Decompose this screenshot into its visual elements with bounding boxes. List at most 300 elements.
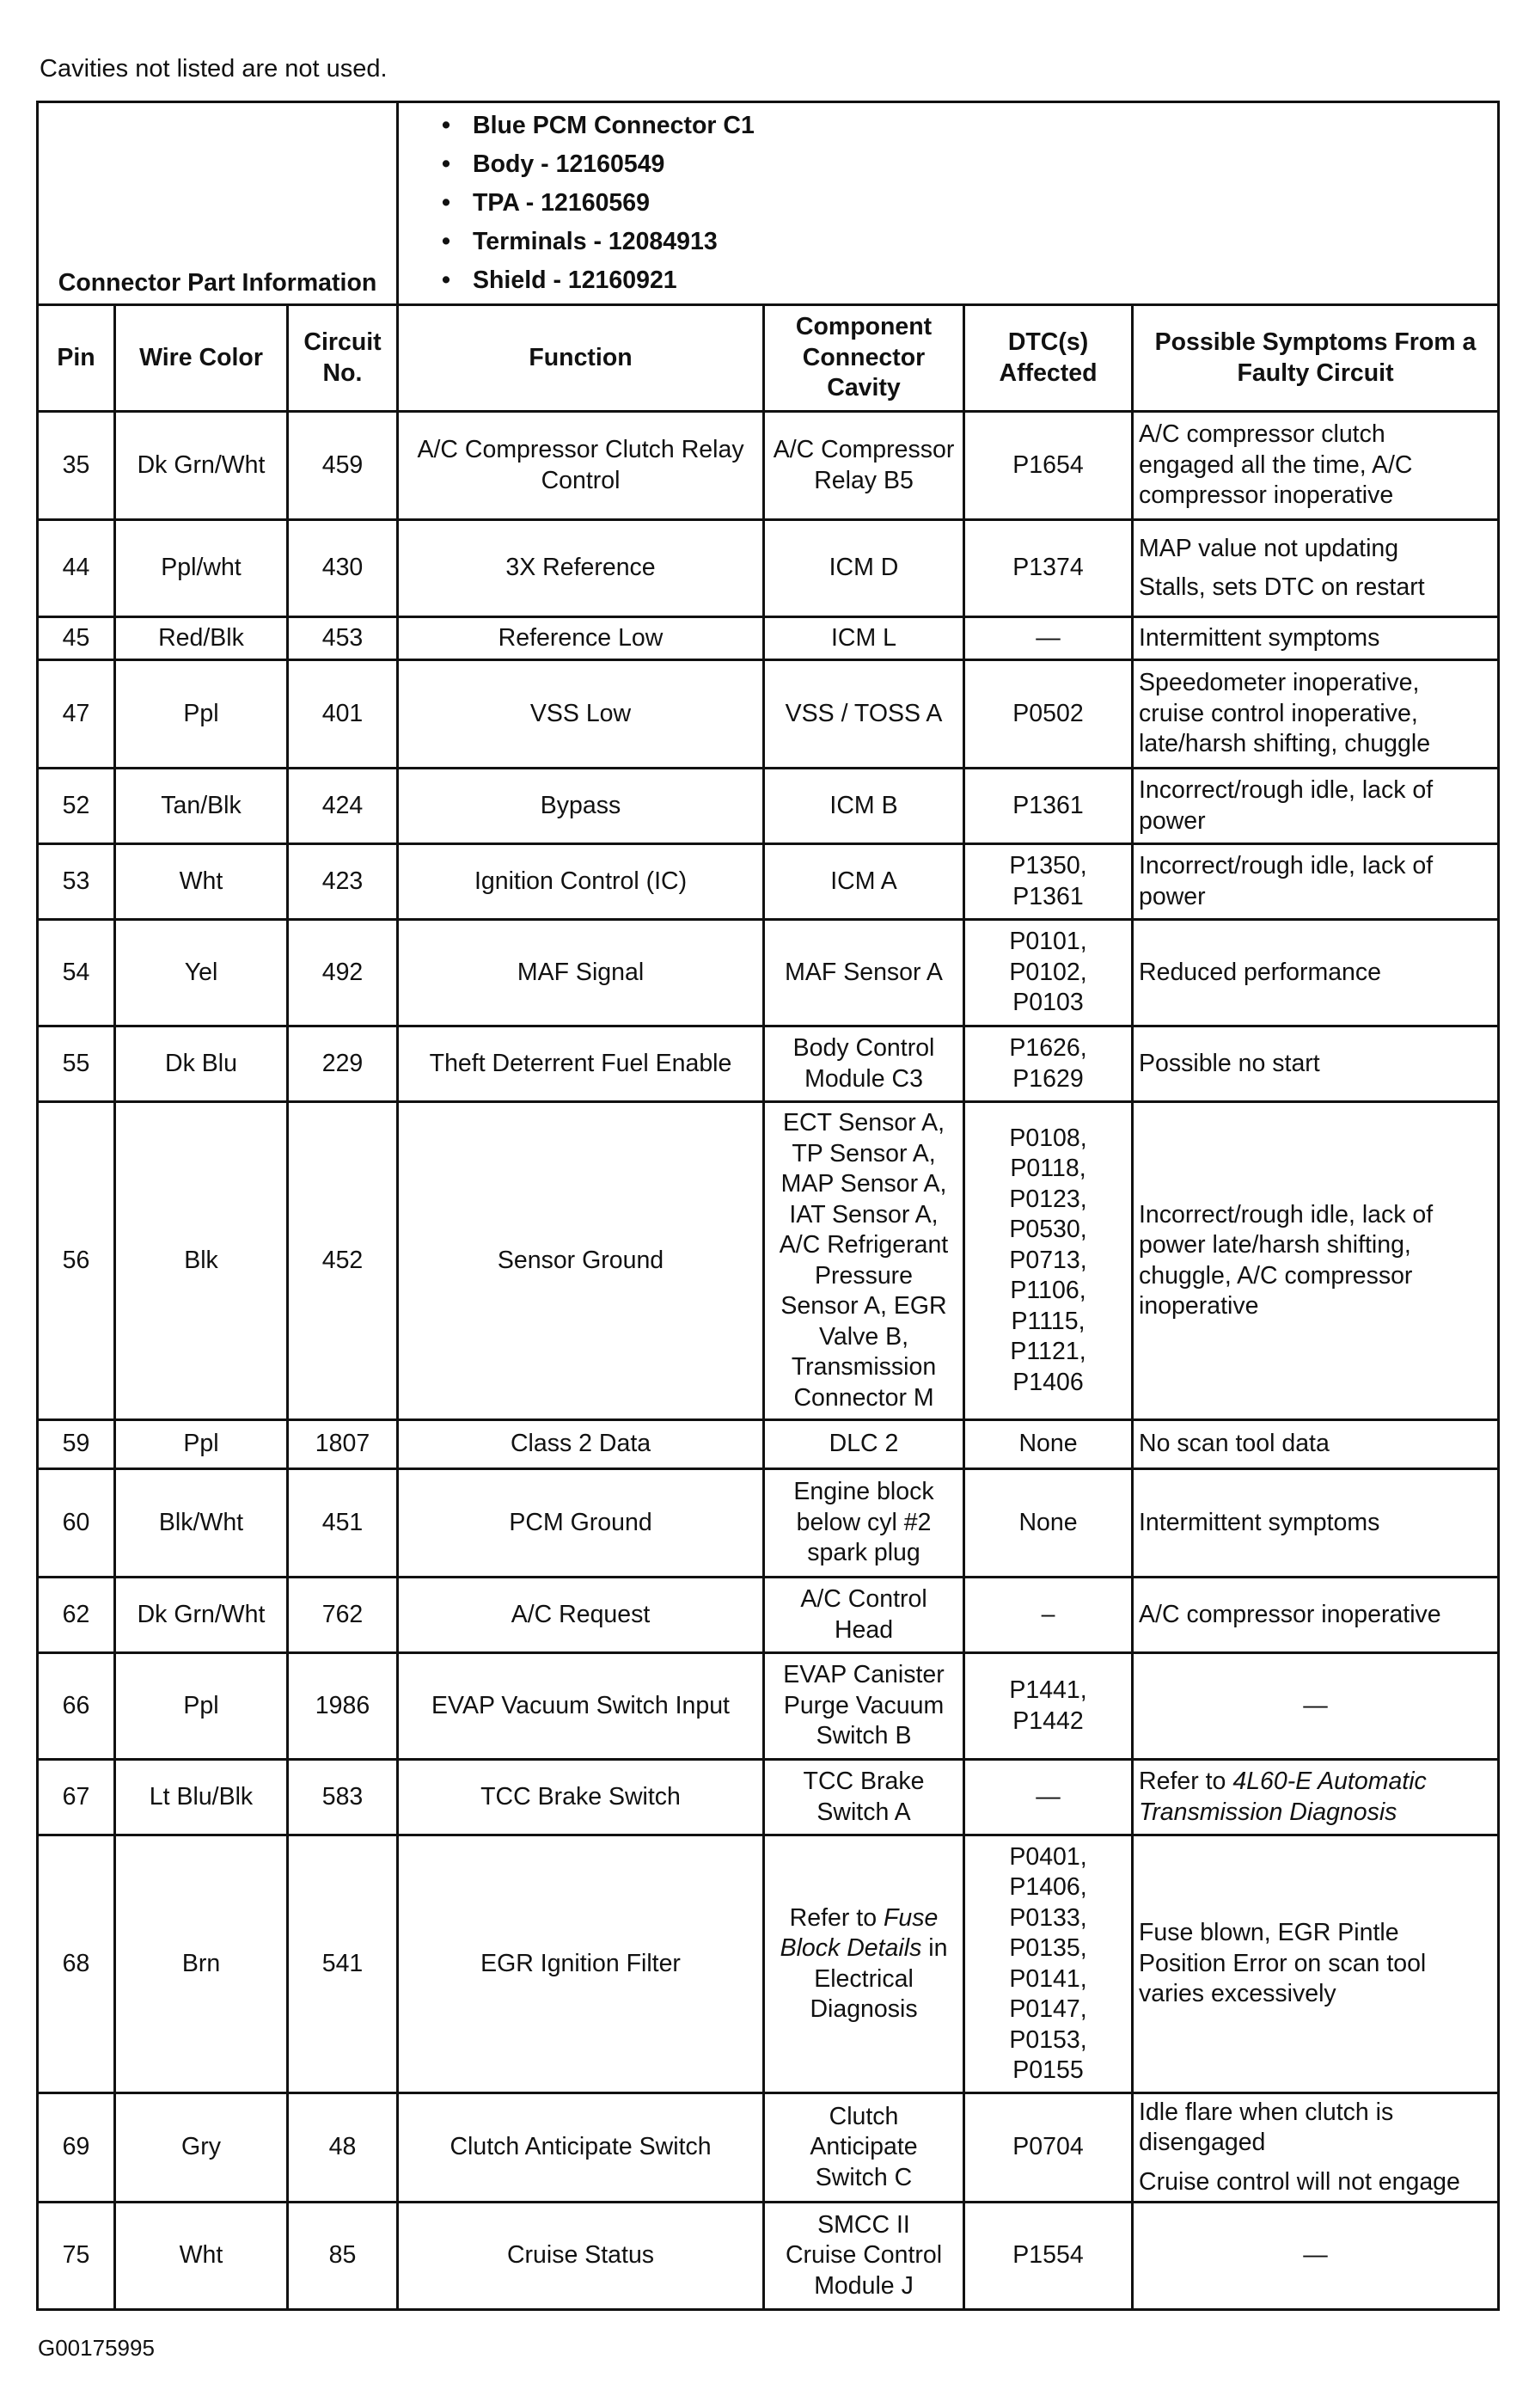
- header-possible-symptoms: [1133, 305, 1499, 412]
- cavity-line: SMCC II: [817, 2210, 910, 2239]
- connector-info-item: • Blue PCM Connector C1: [442, 107, 1497, 145]
- cavity-line: DLC 2: [829, 1430, 899, 1458]
- dtc-cell: [964, 1420, 1133, 1469]
- cavity-line: ICM B: [829, 791, 898, 819]
- header-component-cavity: [764, 305, 964, 412]
- dtc-code: —: [1036, 623, 1061, 652]
- circuit-no-cell: 451: [288, 1469, 398, 1578]
- function-line: VSS Low: [529, 699, 632, 727]
- dtc-code: P1441,: [1009, 1676, 1087, 1704]
- cavity-line: ICM A: [830, 867, 897, 895]
- function-line: Ignition Control (IC): [474, 867, 688, 895]
- table-row: [38, 769, 1499, 844]
- component-cavity-cell: [764, 617, 964, 660]
- table-row: [38, 1578, 1499, 1653]
- cavity-line: Sensor A, EGR: [780, 1292, 947, 1320]
- cavity-line: A/C Compressor: [773, 436, 955, 463]
- circuit-no-cell: 424: [288, 769, 398, 844]
- dtc-cell: [964, 1026, 1133, 1102]
- wire-color-cell: Lt Blu/Blk: [115, 1760, 288, 1835]
- cavity-ref-italic: Block Details: [780, 1934, 922, 1962]
- symptoms-cell: [1133, 520, 1499, 617]
- circuit-no-cell: 453: [288, 617, 398, 660]
- function-cell: [398, 660, 764, 769]
- component-cavity-cell: [764, 2093, 964, 2203]
- function-line: Sensor Ground: [497, 1246, 664, 1274]
- cavity-line: below cyl #2: [796, 1508, 932, 1536]
- cavity-line: Valve B,: [819, 1322, 909, 1351]
- cavity-line: Electrical: [814, 1964, 914, 1993]
- symptoms-cell: [1133, 1469, 1499, 1578]
- table-row: [38, 1469, 1499, 1578]
- header-symptoms-line: Possible Symptoms From a: [1154, 328, 1477, 356]
- connector-info-item: • TPA - 12160569: [442, 184, 1497, 223]
- component-cavity-cell: [764, 1653, 964, 1760]
- dtc-cell: [964, 844, 1133, 920]
- dtc-code: –: [1041, 1600, 1055, 1628]
- dtc-cell: [964, 1469, 1133, 1578]
- component-cavity-cell: [764, 412, 964, 520]
- dtc-code: P1406: [1012, 1368, 1084, 1396]
- symptoms-cell: [1133, 412, 1499, 520]
- header-pin: Pin: [38, 305, 115, 412]
- pin-cell: 68: [38, 1835, 115, 2093]
- header-wire-color: Wire Color: [115, 305, 288, 412]
- wire-color-cell: Dk Grn/Wht: [115, 412, 288, 520]
- symptom-line: power late/harsh shifting,: [1139, 1231, 1411, 1259]
- function-cell: [398, 1026, 764, 1102]
- symptom-line: Position Error on scan tool: [1139, 1949, 1427, 1977]
- header-circuit-line: Circuit: [303, 328, 382, 356]
- symptom-line: [1139, 1767, 1492, 1798]
- dtc-code: P1374: [1012, 554, 1084, 582]
- dtc-cell: [964, 1578, 1133, 1653]
- pin-cell: 59: [38, 1420, 115, 1469]
- function-line: MAF Signal: [517, 958, 645, 986]
- cavity-line: [770, 1933, 957, 1964]
- header-function: Function: [398, 305, 764, 412]
- symptoms-cell: [1133, 2203, 1499, 2310]
- symptom-line: Incorrect/rough idle, lack of: [1139, 1200, 1434, 1229]
- circuit-no-cell: 1807: [288, 1420, 398, 1469]
- cavity-line: Pressure: [814, 1261, 914, 1290]
- header-dtcs-affected: [964, 305, 1133, 412]
- cavity-ref-italic: Fuse: [883, 1903, 939, 1932]
- component-cavity-cell: [764, 920, 964, 1026]
- function-line: Class 2 Data: [510, 1430, 651, 1458]
- header-cavity-line: Component: [795, 313, 933, 341]
- symptom-gap: [1139, 564, 1492, 573]
- symptoms-cell: [1133, 2093, 1499, 2203]
- symptoms-cell: [1133, 617, 1499, 660]
- dtc-code: P1106,: [1010, 1277, 1086, 1305]
- dtc-code: P1626,: [1009, 1034, 1087, 1062]
- cavity-line: Diagnosis: [810, 1995, 918, 2023]
- cavity-line: A/C Refrigerant: [779, 1231, 949, 1259]
- pin-cell: 44: [38, 520, 115, 617]
- symptom-line: Intermittent symptoms: [1139, 1508, 1380, 1536]
- cavity-line: Module C3: [804, 1064, 923, 1093]
- wire-color-cell: Brn: [115, 1835, 288, 2093]
- connector-info-item: • Terminals - 12084913: [442, 223, 1497, 261]
- cavity-line: spark plug: [807, 1539, 920, 1567]
- table-row: [38, 520, 1499, 617]
- pin-cell: 35: [38, 412, 115, 520]
- connector-info-item: • Shield - 12160921: [442, 261, 1497, 300]
- symptom-line: engaged all the time, A/C: [1139, 450, 1413, 479]
- symptom-line: A/C compressor inoperative: [1139, 1600, 1441, 1628]
- cavity-line: MAP Sensor A,: [780, 1170, 947, 1198]
- table-row: [38, 2203, 1499, 2310]
- symptom-ref-italic: Transmission Diagnosis: [1139, 1798, 1397, 1826]
- pin-cell: 62: [38, 1578, 115, 1653]
- function-cell: [398, 2093, 764, 2203]
- table-row: [38, 2093, 1499, 2203]
- header-circuit-no: [288, 305, 398, 412]
- dtc-code: P1629: [1012, 1064, 1084, 1093]
- table-row: [38, 920, 1499, 1026]
- pin-cell: 45: [38, 617, 115, 660]
- circuit-no-cell: 229: [288, 1026, 398, 1102]
- cavity-line: A/C Control: [800, 1585, 927, 1613]
- cavity-line: EVAP Canister: [783, 1661, 945, 1689]
- component-cavity-cell: [764, 1026, 964, 1102]
- symptom-line: late/harsh shifting, chuggle: [1139, 730, 1431, 758]
- circuit-no-cell: 762: [288, 1578, 398, 1653]
- cavity-line: Switch A: [816, 1798, 911, 1826]
- symptoms-cell: [1133, 660, 1499, 769]
- symptom-line: Reduced performance: [1139, 958, 1382, 986]
- dtc-cell: [964, 769, 1133, 844]
- pin-cell: 69: [38, 2093, 115, 2203]
- symptom-line: —: [1303, 2241, 1328, 2270]
- cavity-line: Engine block: [793, 1478, 934, 1506]
- symptom-line: Incorrect/rough idle, lack of: [1139, 776, 1434, 804]
- dtc-code: P1442: [1012, 1706, 1084, 1735]
- table-row: [38, 1653, 1499, 1760]
- function-line: Theft Deterrent Fuel Enable: [429, 1049, 732, 1077]
- dtc-cell: [964, 412, 1133, 520]
- dtc-cell: [964, 2203, 1133, 2310]
- cavity-line: Head: [834, 1615, 894, 1644]
- symptom-line: power: [1139, 882, 1206, 910]
- symptom-line: Speedometer inoperative,: [1139, 669, 1420, 697]
- wire-color-cell: Dk Grn/Wht: [115, 1578, 288, 1653]
- column-header-row: [38, 305, 1499, 412]
- symptoms-cell: [1133, 1026, 1499, 1102]
- pin-cell: 47: [38, 660, 115, 769]
- component-cavity-cell: [764, 844, 964, 920]
- dtc-code: P0153,: [1009, 2025, 1087, 2054]
- wire-color-cell: Ppl: [115, 1653, 288, 1760]
- function-cell: [398, 1420, 764, 1469]
- table-row: [38, 1420, 1499, 1469]
- dtc-cell: [964, 1102, 1133, 1420]
- symptoms-cell: [1133, 920, 1499, 1026]
- dtc-code: P0123,: [1009, 1185, 1087, 1213]
- pcm-connector-table: [36, 101, 1500, 2311]
- wire-color-cell: Ppl: [115, 660, 288, 769]
- symptom-line: Stalls, sets DTC on restart: [1139, 573, 1425, 601]
- symptoms-cell: [1133, 1760, 1499, 1835]
- symptoms-cell: [1133, 1835, 1499, 2093]
- cavity-line: Transmission: [791, 1353, 937, 1381]
- table-row: [38, 1026, 1499, 1102]
- function-cell: [398, 1578, 764, 1653]
- dtc-code: P1554: [1012, 2241, 1084, 2270]
- component-cavity-cell: [764, 1102, 964, 1420]
- header-cavity-line: Connector: [802, 343, 926, 371]
- cavity-line: ICM D: [829, 554, 899, 582]
- dtc-cell: [964, 617, 1133, 660]
- wire-color-cell: Ppl/wht: [115, 520, 288, 617]
- dtc-code: P0133,: [1009, 1903, 1087, 1932]
- symptoms-cell: [1133, 1578, 1499, 1653]
- symptom-ref-italic: 4L60-E Automatic: [1232, 1768, 1427, 1795]
- circuit-no-cell: 48: [288, 2093, 398, 2203]
- function-line: A/C Compressor Clutch Relay: [417, 436, 744, 463]
- symptom-line: Idle flare when clutch is: [1139, 2098, 1394, 2126]
- function-cell: [398, 617, 764, 660]
- function-line: Cruise Status: [506, 2241, 655, 2270]
- circuit-no-cell: 1986: [288, 1653, 398, 1760]
- function-line: Control: [541, 466, 621, 494]
- dtc-cell: [964, 1835, 1133, 2093]
- dtc-code: None: [1018, 1508, 1078, 1536]
- table-row: [38, 1760, 1499, 1835]
- figure-id: G00175995: [38, 2335, 155, 2361]
- dtc-code: P0530,: [1009, 1216, 1087, 1244]
- symptoms-cell: [1133, 1653, 1499, 1760]
- cavity-line: TCC Brake: [803, 1768, 925, 1795]
- header-dtc-line: DTC(s): [1007, 328, 1089, 356]
- function-cell: [398, 1653, 764, 1760]
- function-line: Clutch Anticipate Switch: [449, 2133, 712, 2161]
- function-line: Reference Low: [498, 623, 664, 652]
- symptom-line: power: [1139, 806, 1206, 835]
- symptom-line: disengaged: [1139, 2129, 1266, 2157]
- pin-cell: 55: [38, 1026, 115, 1102]
- function-line: Bypass: [540, 791, 621, 819]
- symptom-line: cruise control inoperative,: [1139, 699, 1418, 727]
- dtc-code: P0101,: [1009, 928, 1087, 956]
- cavity-text: Refer to: [789, 1903, 884, 1932]
- symptom-line: Incorrect/rough idle, lack of: [1139, 852, 1434, 879]
- symptom-line: A/C compressor clutch: [1139, 420, 1385, 449]
- dtc-code: P0102,: [1009, 958, 1087, 986]
- pin-cell: 66: [38, 1653, 115, 1760]
- symptom-line: varies excessively: [1139, 1980, 1336, 2008]
- cavity-line: ECT Sensor A,: [783, 1109, 945, 1137]
- dtc-code: P1361: [1012, 882, 1084, 910]
- function-cell: [398, 1760, 764, 1835]
- cavity-line: VSS / TOSS A: [785, 699, 943, 727]
- connector-info-label: Connector Part Information: [38, 102, 398, 305]
- function-cell: [398, 844, 764, 920]
- dtc-code: P0713,: [1009, 1246, 1087, 1274]
- table-row: [38, 844, 1499, 920]
- function-cell: [398, 769, 764, 844]
- symptom-line: —: [1303, 1691, 1328, 1719]
- cavity-line: Relay B5: [814, 466, 914, 494]
- dtc-cell: [964, 2093, 1133, 2203]
- connector-info-item: • Body - 12160549: [442, 145, 1497, 184]
- wire-color-cell: Wht: [115, 844, 288, 920]
- dtc-cell: [964, 1653, 1133, 1760]
- cavity-line: Switch C: [815, 2163, 913, 2191]
- connector-info-row: [38, 102, 1499, 305]
- dtc-code: —: [1036, 1782, 1061, 1811]
- dtc-code: P1654: [1012, 450, 1084, 479]
- pin-cell: 53: [38, 844, 115, 920]
- function-line: PCM Ground: [509, 1508, 652, 1536]
- cavity-line: Switch B: [816, 1722, 912, 1750]
- wire-color-cell: Blk: [115, 1102, 288, 1420]
- circuit-no-cell: 430: [288, 520, 398, 617]
- cavity-line: TP Sensor A,: [792, 1139, 936, 1167]
- dtc-code: P0155: [1012, 2056, 1084, 2084]
- table-row: [38, 617, 1499, 660]
- symptoms-cell: [1133, 844, 1499, 920]
- symptom-line: inoperative: [1139, 1292, 1259, 1320]
- table-row: [38, 660, 1499, 769]
- dtc-code: P1361: [1012, 791, 1084, 819]
- symptom-line: Cruise control will not engage: [1139, 2167, 1460, 2196]
- dtc-code: P0108,: [1009, 1124, 1087, 1152]
- component-cavity-cell: [764, 1578, 964, 1653]
- wire-color-cell: Wht: [115, 2203, 288, 2310]
- dtc-cell: [964, 920, 1133, 1026]
- symptom-line: chuggle, A/C compressor: [1139, 1261, 1413, 1290]
- dtc-code: P0118,: [1010, 1155, 1086, 1183]
- circuit-no-cell: 452: [288, 1102, 398, 1420]
- function-cell: [398, 920, 764, 1026]
- circuit-no-cell: 459: [288, 412, 398, 520]
- symptom-gap: [1139, 2159, 1492, 2167]
- cavity-line: Purge Vacuum: [783, 1691, 945, 1719]
- function-cell: [398, 1102, 764, 1420]
- pin-cell: 75: [38, 2203, 115, 2310]
- dtc-code: P0141,: [1009, 1964, 1087, 1993]
- function-line: 3X Reference: [505, 554, 656, 582]
- dtc-code: P0704: [1012, 2133, 1084, 2161]
- connector-info-list: [442, 107, 1497, 300]
- wire-color-cell: Red/Blk: [115, 617, 288, 660]
- circuit-no-cell: 401: [288, 660, 398, 769]
- table-row: [38, 412, 1499, 520]
- function-cell: [398, 412, 764, 520]
- pin-cell: 67: [38, 1760, 115, 1835]
- header-dtc-line: Affected: [999, 358, 1098, 387]
- dtc-cell: [964, 1760, 1133, 1835]
- symptom-line: Fuse blown, EGR Pintle: [1139, 1919, 1399, 1947]
- header-symptoms-line: Faulty Circuit: [1237, 358, 1394, 387]
- dtc-code: P0135,: [1009, 1934, 1087, 1962]
- symptom-line: Intermittent symptoms: [1139, 623, 1380, 652]
- dtc-code: P0103: [1012, 989, 1084, 1017]
- component-cavity-cell: [764, 2203, 964, 2310]
- dtc-code: P0401,: [1009, 1842, 1087, 1871]
- circuit-no-cell: 541: [288, 1835, 398, 2093]
- wire-color-cell: Ppl: [115, 1420, 288, 1469]
- pin-cell: 60: [38, 1469, 115, 1578]
- component-cavity-cell: [764, 1835, 964, 2093]
- table-row: [38, 1835, 1499, 2093]
- wire-color-cell: Yel: [115, 920, 288, 1026]
- pin-cell: 52: [38, 769, 115, 844]
- cavity-line: ICM L: [831, 623, 897, 652]
- cavity-line: IAT Sensor A,: [789, 1200, 939, 1229]
- component-cavity-cell: [764, 520, 964, 617]
- dtc-code: P1121,: [1010, 1338, 1086, 1366]
- function-cell: [398, 1469, 764, 1578]
- function-cell: [398, 1835, 764, 2093]
- dtc-code: P1406,: [1009, 1873, 1087, 1901]
- table-row: [38, 1102, 1499, 1420]
- function-line: EVAP Vacuum Switch Input: [431, 1691, 730, 1719]
- dtc-code: P0502: [1012, 699, 1084, 727]
- wire-color-cell: Tan/Blk: [115, 769, 288, 844]
- symptoms-cell: [1133, 769, 1499, 844]
- symptom-text: Refer to: [1139, 1768, 1233, 1795]
- symptom-line: Possible no start: [1139, 1049, 1320, 1077]
- wire-color-cell: Blk/Wht: [115, 1469, 288, 1578]
- cavity-line: Body Control: [792, 1034, 935, 1062]
- symptom-line: compressor inoperative: [1139, 481, 1394, 510]
- component-cavity-cell: [764, 1469, 964, 1578]
- function-line: EGR Ignition Filter: [480, 1949, 681, 1977]
- pin-rows: [38, 412, 1499, 2310]
- dtc-code: P1350,: [1009, 852, 1087, 879]
- dtc-code: None: [1018, 1430, 1078, 1458]
- cavity-line: MAF Sensor A: [785, 958, 943, 986]
- cavity-text: in: [921, 1934, 948, 1962]
- function-line: TCC Brake Switch: [480, 1782, 681, 1811]
- circuit-no-cell: 583: [288, 1760, 398, 1835]
- symptom-line: No scan tool data: [1139, 1430, 1330, 1458]
- circuit-no-cell: 492: [288, 920, 398, 1026]
- cavity-line: [770, 1903, 957, 1934]
- component-cavity-cell: [764, 660, 964, 769]
- cavity-line: Clutch: [829, 2102, 899, 2130]
- component-cavity-cell: [764, 1760, 964, 1835]
- circuit-no-cell: 423: [288, 844, 398, 920]
- header-circuit-line: No.: [322, 358, 363, 387]
- header-cavity-line: Cavity: [827, 374, 901, 402]
- dtc-cell: [964, 660, 1133, 769]
- component-cavity-cell: [764, 769, 964, 844]
- dtc-cell: [964, 520, 1133, 617]
- wire-color-cell: Gry: [115, 2093, 288, 2203]
- symptom-line: MAP value not updating: [1139, 534, 1399, 562]
- pin-cell: 56: [38, 1102, 115, 1420]
- function-cell: [398, 520, 764, 617]
- pin-cell: 54: [38, 920, 115, 1026]
- cavity-line: Anticipate: [810, 2133, 918, 2161]
- cavity-line: Connector M: [793, 1383, 934, 1412]
- function-cell: [398, 2203, 764, 2310]
- dtc-code: P1115,: [1011, 1307, 1086, 1335]
- circuit-no-cell: 85: [288, 2203, 398, 2310]
- wire-color-cell: Dk Blu: [115, 1026, 288, 1102]
- cavity-line: Module J: [814, 2271, 914, 2300]
- connector-info-list-cell: [398, 102, 1499, 305]
- function-line: A/C Request: [511, 1600, 651, 1628]
- cavity-line: Cruise Control: [785, 2241, 943, 2270]
- dtc-code: P0147,: [1009, 1995, 1087, 2023]
- unused-cavities-note: Cavities not listed are not used.: [40, 55, 388, 83]
- component-cavity-cell: [764, 1420, 964, 1469]
